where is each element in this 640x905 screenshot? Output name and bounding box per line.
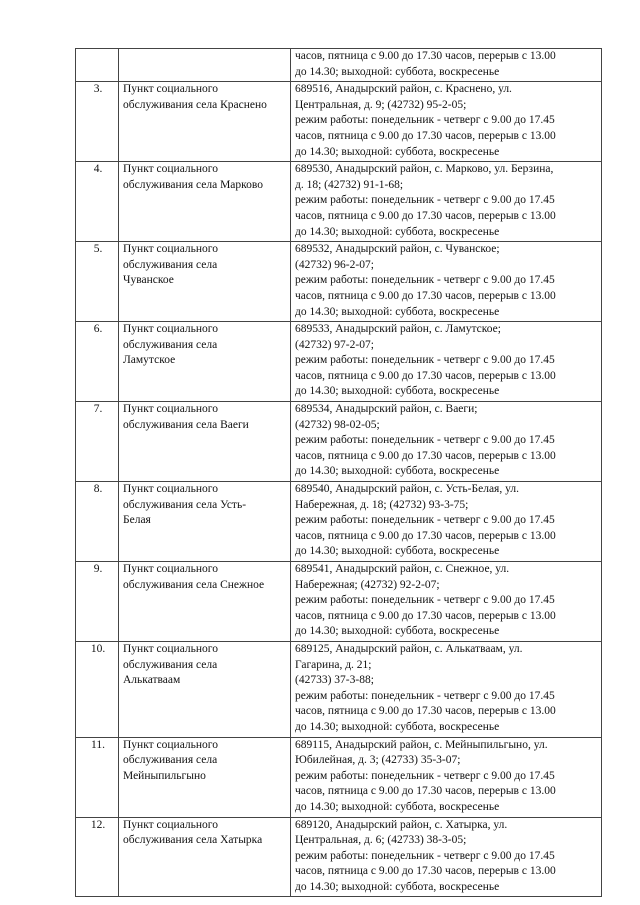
address-schedule-line: до 14.30; выходной: суббота, воскресенье (295, 385, 500, 398)
address-schedule-line: часов, пятница с 9.00 до 17.30 часов, перерыв с 13.00 (295, 529, 556, 542)
row-number: 10. (90, 642, 106, 655)
address-schedule-line: 689533, Анадырский район, с. Ламутское; (295, 323, 501, 336)
address-schedule-line: до 14.30; выходной: суббота, воскресенье (295, 545, 500, 558)
address-schedule-line: режим работы: понедельник - четверг с 9.00 до 17.45 (295, 434, 555, 447)
table-row (76, 482, 602, 562)
address-schedule-line: 689120, Анадырский район, с. Хатырка, ул. (295, 818, 508, 831)
address-schedule-line: до 14.30; выходной: суббота, воскресенье (295, 305, 500, 318)
row-number-cell (76, 641, 119, 737)
address-schedule-line: режим работы: понедельник - четверг с 9.00 до 17.45 (295, 514, 555, 527)
point-name-line: Чуванское (123, 274, 174, 287)
address-schedule-line: до 14.30; выходной: суббота, воскресенье (295, 880, 500, 893)
table-row (76, 162, 602, 242)
point-name-cell (119, 162, 291, 242)
table-row (76, 242, 602, 322)
row-number: 8. (93, 483, 103, 496)
address-schedule-line: режим работы: понедельник - четверг с 9.00 до 17.45 (295, 354, 555, 367)
address-schedule-line: 689125, Анадырский район, с. Алькатваам, ул. (295, 642, 523, 655)
point-name-line: Пункт социального (123, 243, 218, 256)
table-row (76, 817, 602, 897)
point-name-line: Мейныпильгыно (123, 769, 206, 782)
table-row (76, 641, 602, 737)
row-number: 9. (93, 563, 103, 575)
address-schedule-cell (291, 82, 602, 162)
point-name-line: Ламутское (123, 354, 176, 367)
point-name-line: Белая (123, 514, 151, 527)
point-name-line: обслуживания села Снежное (123, 578, 265, 591)
address-schedule-cell (291, 402, 602, 482)
address-schedule-line: часов, пятница с 9.00 до 17.30 часов, перерыв с 13.00 (295, 369, 556, 382)
social-service-points-table (75, 48, 602, 897)
address-schedule-line: Юбилейная, д. 3; (42733) 35-3-07; (295, 754, 461, 767)
address-schedule-line: Центральная, д. 9; (42732) 95-2-05; (295, 98, 467, 111)
table-row (76, 322, 602, 402)
address-schedule-line: режим работы: понедельник - четверг с 9.00 до 17.45 (295, 594, 555, 607)
point-name-line: Пункт социального (123, 83, 218, 96)
address-schedule-line: до 14.30; выходной: суббота, воскресенье (295, 225, 500, 238)
address-schedule-cell (291, 562, 602, 642)
table-row (76, 49, 602, 82)
point-name-line: обслуживания села Ваеги (123, 418, 249, 431)
point-name-line: Пункт социального (123, 642, 218, 655)
point-name-cell (119, 562, 291, 642)
point-name-line: Пункт социального (123, 483, 218, 496)
table-row (76, 402, 602, 482)
point-name-line: обслуживания села Усть- (123, 498, 247, 511)
address-schedule-line: (42732) 97-2-07; (295, 338, 374, 351)
address-schedule-line: часов, пятница с 9.00 до 17.30 часов, перерыв с 13.00 (295, 209, 556, 222)
row-number: 7. (93, 403, 103, 416)
address-schedule-line: часов, пятница с 9.00 до 17.30 часов, перерыв с 13.00 (295, 449, 556, 462)
address-schedule-line: до 14.30; выходной: суббота, воскресенье (295, 720, 500, 733)
row-number-cell (76, 402, 119, 482)
address-schedule-line: режим работы: понедельник - четверг с 9.00 до 17.45 (295, 274, 555, 287)
address-schedule-line: до 14.30; выходной: суббота, воскресенье (295, 465, 500, 478)
address-schedule-line: до 14.30; выходной: суббота, воскресенье (295, 65, 500, 78)
row-number: 12. (90, 818, 106, 831)
address-schedule-line: часов, пятница с 9.00 до 17.30 часов, перерыв с 13.00 (295, 705, 556, 718)
point-name-cell (119, 49, 291, 82)
address-schedule-line: Центральная, д. 6; (42733) 38-3-05; (295, 834, 467, 847)
table-body (76, 49, 602, 897)
row-number: 3. (93, 83, 103, 96)
point-name-cell (119, 482, 291, 562)
address-schedule-line: часов, пятница с 9.00 до 17.30 часов, перерыв с 13.00 (295, 289, 556, 302)
point-name-line: Пункт социального (123, 563, 218, 575)
row-number: 11. (91, 738, 105, 751)
point-name-cell (119, 641, 291, 737)
point-name-line: обслуживания села Краснено (123, 98, 267, 111)
table-row (76, 737, 602, 817)
row-number-cell (76, 242, 119, 322)
point-name-line: обслуживания села (123, 338, 218, 351)
point-name-line: обслуживания села Марково (123, 178, 263, 191)
address-schedule-cell (291, 322, 602, 402)
point-name-line: обслуживания села (123, 258, 218, 271)
address-schedule-line: д. 18; (42732) 91-1-68; (295, 178, 404, 191)
table-row (76, 562, 602, 642)
point-name-cell (119, 242, 291, 322)
address-schedule-line: 689534, Анадырский район, с. Ваеги; (295, 403, 478, 416)
address-schedule-line: Гагарина, д. 21; (295, 658, 372, 671)
address-schedule-line: 689541, Анадырский район, с. Снежное, ул. (295, 563, 510, 575)
point-name-line: Пункт социального (123, 818, 218, 831)
point-name-line: Алькатваам (123, 674, 181, 687)
point-name-cell (119, 322, 291, 402)
address-schedule-line: 689530, Анадырский район, с. Марково, ул. Берзина, (295, 163, 554, 176)
point-name-cell (119, 737, 291, 817)
row-number: 6. (93, 323, 103, 336)
address-schedule-line: часов, пятница с 9.00 до 17.30 часов, перерыв с 13.00 (295, 609, 556, 622)
address-schedule-line: режим работы: понедельник - четверг с 9.00 до 17.45 (295, 194, 555, 207)
address-schedule-cell (291, 817, 602, 897)
address-schedule-cell (291, 737, 602, 817)
address-schedule-cell (291, 482, 602, 562)
address-schedule-line: часов, пятница с 9.00 до 17.30 часов, перерыв с 13.00 (295, 129, 556, 142)
address-schedule-line: (42732) 98-02-05; (295, 418, 380, 431)
address-schedule-line: режим работы: понедельник - четверг с 9.00 до 17.45 (295, 769, 555, 782)
address-schedule-line: до 14.30; выходной: суббота, воскресенье (295, 145, 500, 158)
address-schedule-line: режим работы: понедельник - четверг с 9.00 до 17.45 (295, 114, 555, 127)
address-schedule-line: режим работы: понедельник - четверг с 9.00 до 17.45 (295, 689, 555, 702)
point-name-line: Пункт социального (123, 403, 218, 416)
row-number-cell (76, 322, 119, 402)
address-schedule-line: 689532, Анадырский район, с. Чуванское; (295, 243, 500, 256)
address-schedule-cell (291, 49, 602, 82)
point-name-cell (119, 82, 291, 162)
point-name-line: Пункт социального (123, 163, 218, 176)
row-number: 4. (93, 163, 103, 176)
row-number-cell (76, 82, 119, 162)
address-schedule-line: 689115, Анадырский район, с. Мейныпильгыно, ул. (295, 738, 548, 751)
row-number-cell (76, 162, 119, 242)
address-schedule-line: часов, пятница с 9.00 до 17.30 часов, перерыв с 13.00 (295, 785, 556, 798)
row-number-cell (76, 737, 119, 817)
address-schedule-line: 689516, Анадырский район, с. Краснено, ул. (295, 83, 512, 96)
address-schedule-cell (291, 162, 602, 242)
address-schedule-line: режим работы: понедельник - четверг с 9.00 до 17.45 (295, 849, 555, 862)
address-schedule-cell (291, 641, 602, 737)
point-name-line: Пункт социального (123, 323, 218, 336)
point-name-cell (119, 402, 291, 482)
row-number-cell (76, 482, 119, 562)
point-name-line: Пункт социального (123, 738, 218, 751)
address-schedule-line: (42732) 96-2-07; (295, 258, 374, 271)
table-row (76, 82, 602, 162)
row-number-cell (76, 817, 119, 897)
address-schedule-cell (291, 242, 602, 322)
address-schedule-line: Набережная, д. 18; (42732) 93-3-75; (295, 498, 469, 511)
address-schedule-line: до 14.30; выходной: суббота, воскресенье (295, 625, 500, 638)
address-schedule-line: часов, пятница с 9.00 до 17.30 часов, перерыв с 13.00 (295, 50, 556, 62)
row-number-cell (76, 562, 119, 642)
row-number: 5. (93, 243, 103, 256)
point-name-line: обслуживания села (123, 754, 218, 767)
point-name-line: обслуживания села (123, 658, 218, 671)
row-number-cell (76, 49, 119, 82)
address-schedule-line: (42733) 37-3-88; (295, 674, 374, 687)
address-schedule-line: до 14.30; выходной: суббота, воскресенье (295, 800, 500, 813)
address-schedule-line: 689540, Анадырский район, с. Усть-Белая, ул. (295, 483, 519, 496)
address-schedule-line: часов, пятница с 9.00 до 17.30 часов, перерыв с 13.00 (295, 865, 556, 878)
address-schedule-line: Набережная; (42732) 92-2-07; (295, 578, 440, 591)
point-name-cell (119, 817, 291, 897)
point-name-line: обслуживания села Хатырка (123, 834, 263, 847)
